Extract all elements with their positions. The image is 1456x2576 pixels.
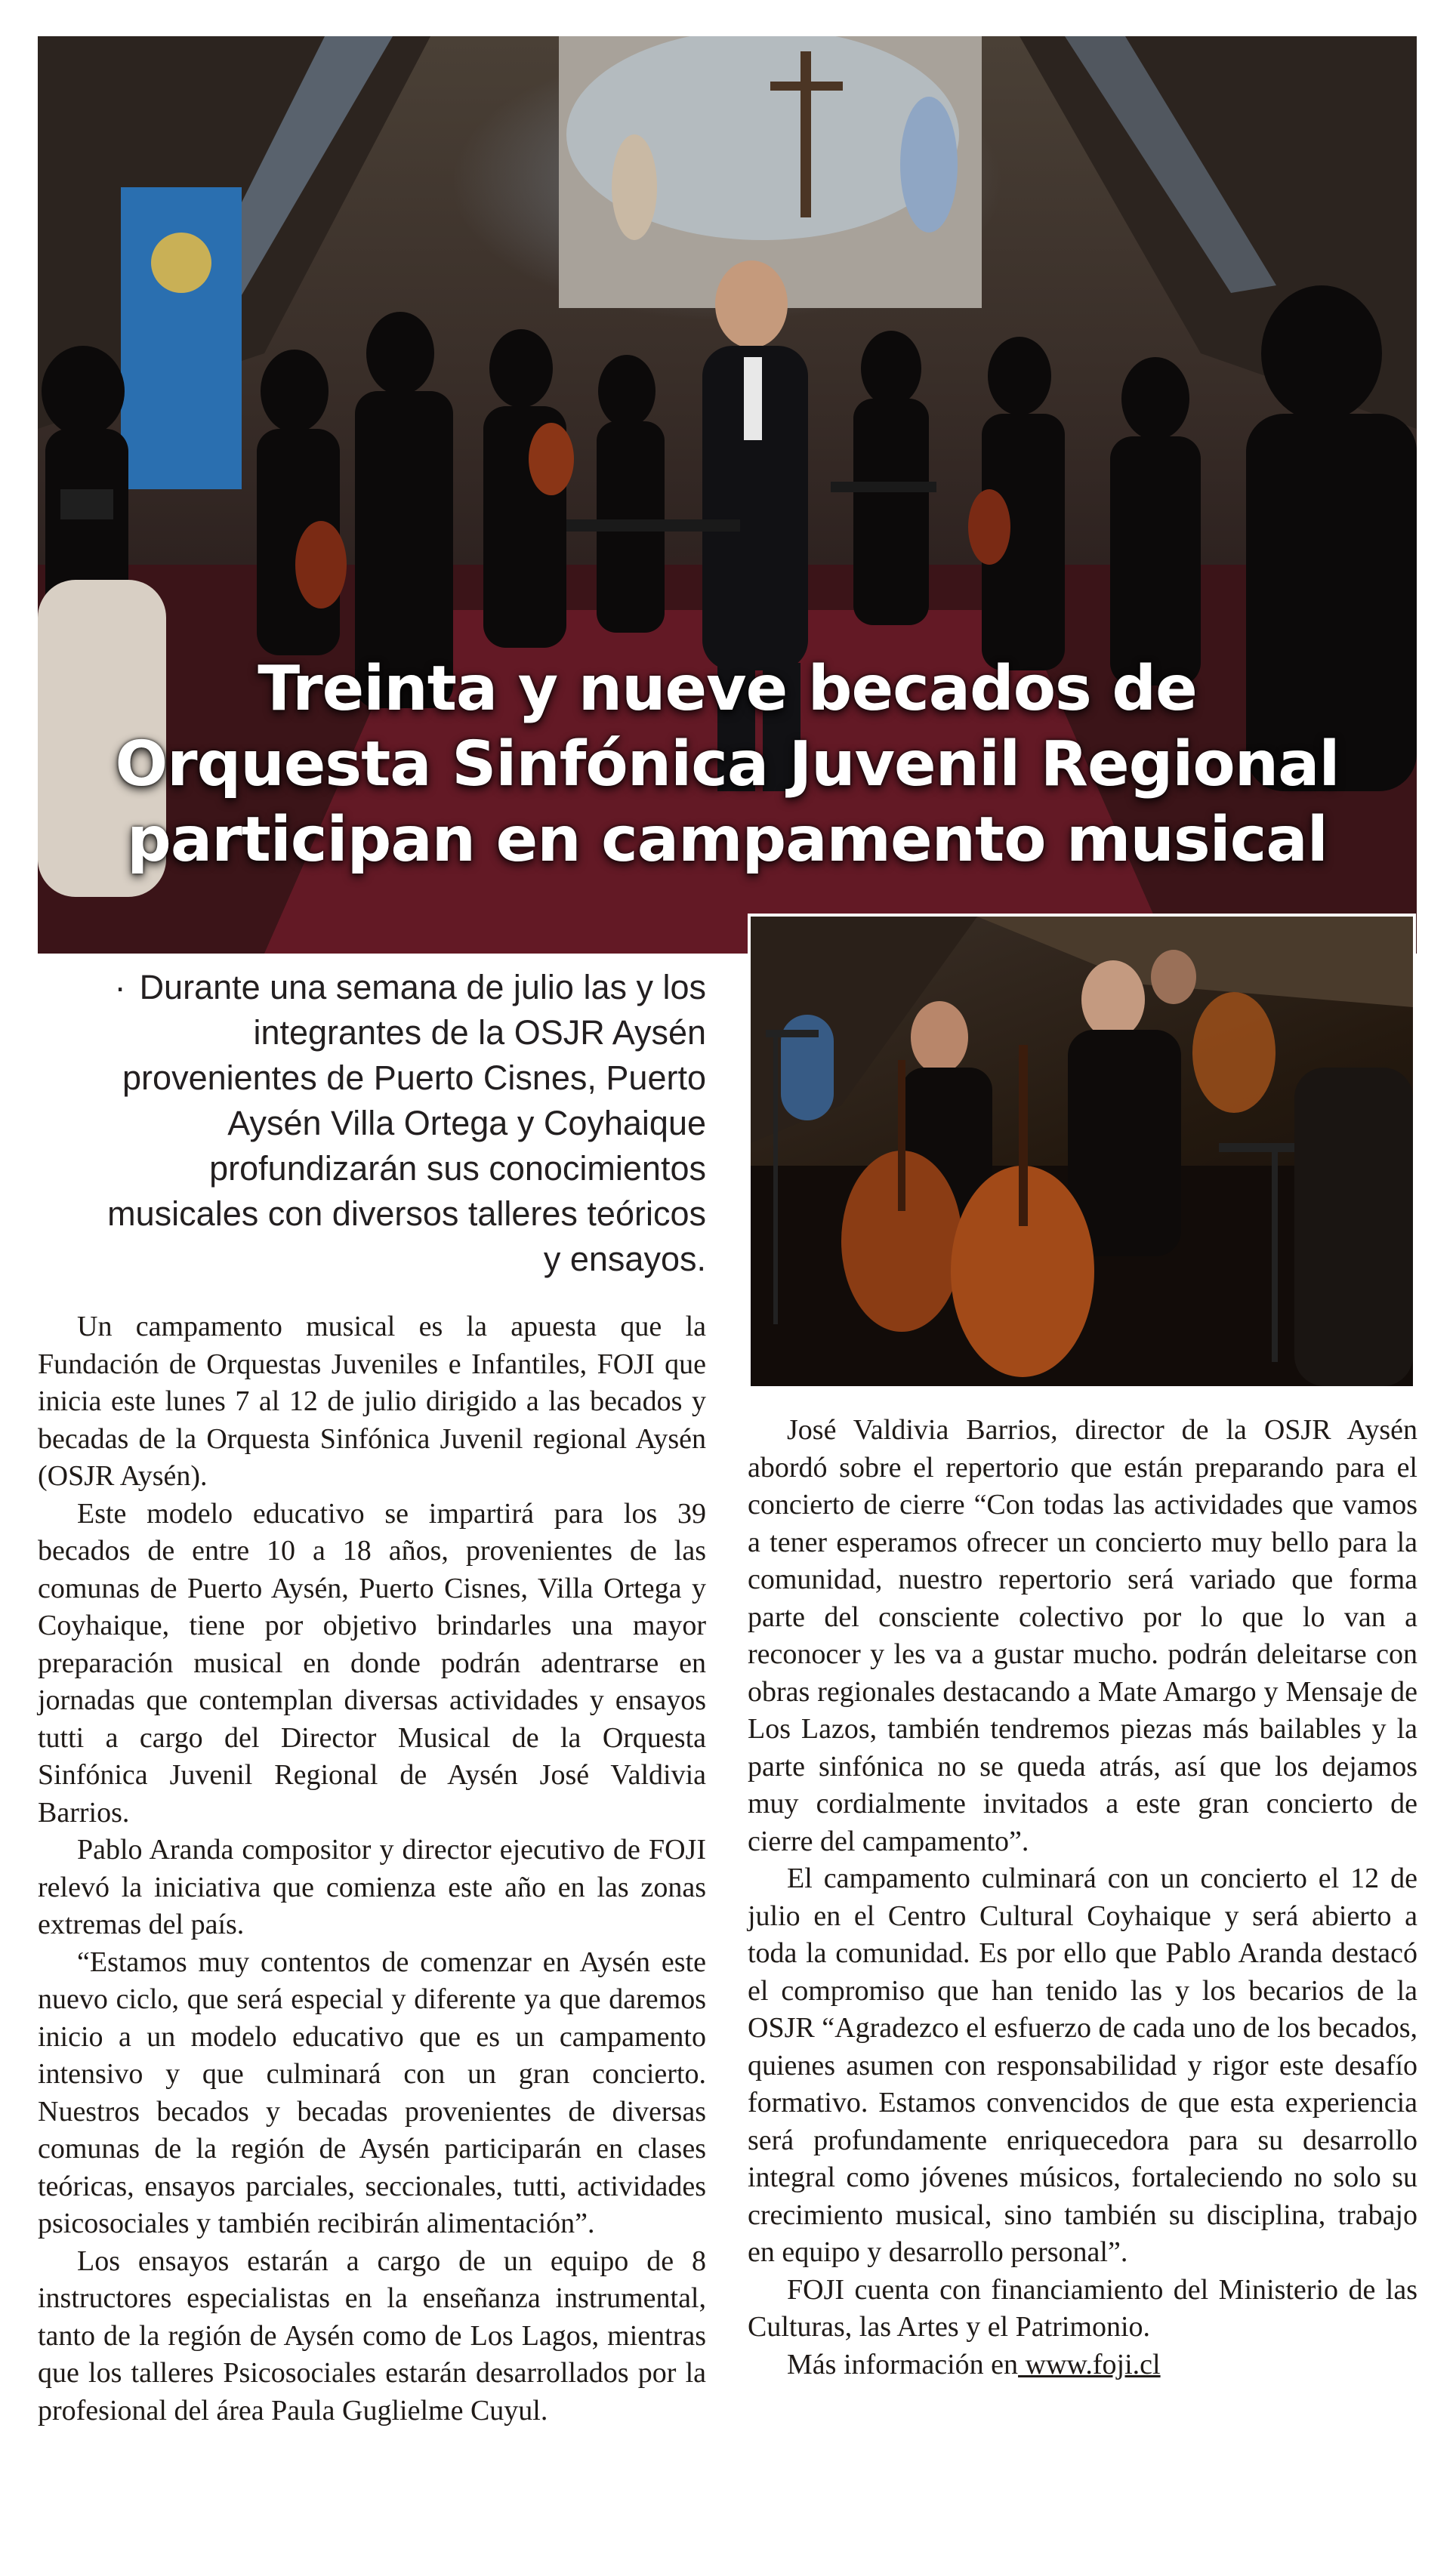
paragraph: FOJI cuenta con financiamiento del Ministerio de las Culturas, las Artes y el Patrimonio. [748, 2273, 1417, 2343]
headline-line-2: Orquesta Sinfónica Juvenil Regional [115, 729, 1340, 800]
article-right-column [748, 1412, 1417, 2383]
more-info [748, 2346, 1417, 2384]
paragraph: José Valdivia Barrios, director de la OSJR Aysén abordó sobre el repertorio que están preparando para el concierto de cierre “Con todas las actividades que vamos a tener esperamos ofrecer un concierto muy bello para la comunidad, nuestro repertorio será variado que forma parte del consciente colectivo por lo que lo van a reconocer y les va a gustar mucho. podrán deleitarse con obras regionales destacando a Mate Amargo y Mensaje de Los Lazos, también tendremos piezas más bailables y la parte sinfónica no se queda atrás, así que los dejamos muy cordialmente invitados a este gran concierto de cierre del campamento”. [748, 1414, 1417, 1857]
cello-players-photo-icon [751, 917, 1413, 1386]
paragraph: El campamento culminará con un concierto el 12 de julio en el Centro Cultural Coyhaique y será abierto a toda la comunidad. Es por ello que Pablo Aranda destacó el compromiso que han tenido las y los becarios de la OSJR “Agradezco el esfuerzo de cada uno de los becados, quienes asumen con responsabilidad y rigor este desafío formativo. Estamos convencidos de que esta experiencia será profundamente enriquecedora para su desarrollo integral como jóvenes músicos, fortaleciendo no solo su crecimiento musical, sino también su disciplina, trabajo en equipo y desarrollo personal”. [748, 1863, 1417, 2268]
subtitle [83, 965, 706, 1282]
cello-photo [748, 914, 1416, 1389]
headline-line-3: participan en campamento musical [127, 804, 1328, 876]
foji-website-link[interactable]: www.foji.cl [1018, 2348, 1161, 2380]
subtitle-bullet: · [114, 968, 126, 1006]
paragraph: Este modelo educativo se impartirá para los 39 becados de entre 10 a 18 años, provenientes de las comunas de Puerto Aysén, Puerto Cisnes, Villa Ortega y Coyhaique, tiene por objetivo brindarles una mayor preparación musical en donde podrán adentrarse en jornadas que contemplan diversas actividades y ensayos tutti a cargo del Director Musical de la Orquesta Sinfónica Juvenil Regional de Aysén José Valdivia Barrios. [38, 1497, 706, 1829]
paragraph: Pablo Aranda compositor y director ejecutivo de FOJI relevó la iniciativa que comienza este año en las zonas extremas del país. [38, 1834, 706, 1940]
article-left-column [38, 1308, 706, 2430]
paragraph: Los ensayos estarán a cargo de un equipo de 8 instructores especialistas en la enseñanza instrumental, tanto de la región de Aysén como de Los Lagos, mientras que los talleres Psicosociales estarán desarrollados por la profesional del área Paula Guglielme Cuyul. [38, 2245, 706, 2427]
headline [38, 652, 1417, 878]
headline-line-1: Treinta y nueve becados de [258, 653, 1197, 725]
paragraph: “Estamos muy contentos de comenzar en Aysén este nuevo ciclo, que será especial y diferente ya que daremos inicio a un modelo educativo que es un campamento intensivo y que culminará con un gran concierto. Nuestros becados y becadas provenientes de diversas comunas de la región de Aysén participarán en clases teóricas, ensayos parciales, seccionales, tutti, actividades psicosociales y también recibirán alimentación”. [38, 1946, 706, 2239]
subtitle-text: Durante una semana de julio las y los integrantes de la OSJR Aysén provenientes de Puerto Cisnes, Puerto Aysén Villa Ortega y Coyhaique profundizarán sus conocimientos musicales con diversos talleres teóricos y ensayos. [107, 968, 706, 1278]
hero-photo [38, 36, 1417, 954]
more-info-label: Más información en [787, 2348, 1019, 2380]
paragraph: Un campamento musical es la apuesta que la Fundación de Orquestas Juveniles e Infantiles, FOJI que inicia este lunes 7 al 12 de julio dirigido a las becados y becadas de la Orquesta Sinfónica Juvenil regional Aysén (OSJR Aysén). [38, 1311, 706, 1492]
